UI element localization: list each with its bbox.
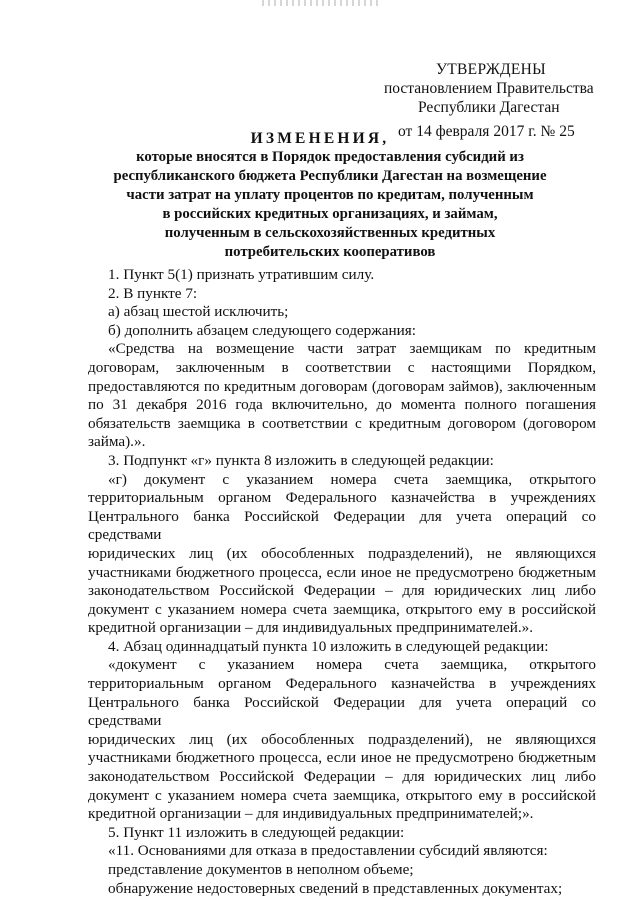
body-line: документ с указанием номера счета заемщика, открытого ему в российской	[88, 786, 596, 804]
document-title: ИЗМЕНЕНИЯ,	[250, 130, 390, 147]
document-body	[88, 266, 596, 898]
body-line: Центрального банка Российской Федерации для учета операций со средствами	[88, 693, 596, 730]
body-line: предоставляются по кредитным договорам (договорам займов), заключенным	[88, 377, 596, 395]
body-line: обнаружение недостоверных сведений в представленных документах;	[108, 879, 563, 897]
scan-artifact	[262, 0, 382, 6]
subtitle-line: в российских кредитных организациях, и займам,	[162, 206, 498, 222]
body-line: 5. Пункт 11 изложить в следующей редакции:	[108, 823, 405, 841]
body-line: «г) документ с указанием номера счета заемщика, открытого	[108, 470, 596, 488]
approval-line: Республики Дагестан	[418, 99, 560, 116]
subtitle-line: части затрат на уплату процентов по кредитам, полученным	[126, 187, 534, 203]
body-line: займа).».	[88, 433, 146, 451]
body-line: участниками бюджетного процесса, если иное не предусмотрено бюджетным	[88, 563, 596, 581]
body-line: 3. Подпункт «г» пункта 8 изложить в следующей редакции:	[108, 451, 494, 469]
body-line: юридических лиц (их обособленных подразделений), не являющихся	[88, 544, 596, 562]
body-line: «11. Основаниями для отказа в предоставлении субсидий являются:	[108, 842, 548, 860]
body-line: по 31 декабря 2016 года включительно, до момента полного погашения	[88, 396, 596, 414]
body-line: б) дополнить абзацем следующего содержания:	[108, 321, 416, 339]
body-line: «Средства на возмещение части затрат заемщикам по кредитным	[108, 340, 596, 358]
body-line: а) абзац шестой исключить;	[108, 303, 289, 321]
document-subtitle	[80, 148, 580, 262]
body-line: участниками бюджетного процесса, если иное не предусмотрено бюджетным	[88, 749, 596, 767]
body-line: законодательством Российской Федерации – для юридических лиц либо	[88, 582, 596, 600]
body-line: территориальным органом Федерального казначейства в учреждениях	[88, 489, 596, 507]
body-line: 4. Абзац одиннадцатый пункта 10 изложить в следующей редакции:	[108, 637, 549, 655]
body-line: юридических лиц (их обособленных подразделений), не являющихся	[88, 730, 596, 748]
body-line: представление документов в неполном объеме;	[108, 861, 414, 878]
body-line: кредитной организации – для индивидуальных предпринимателей;».	[88, 805, 534, 823]
body-line: 2. В пункте 7:	[108, 284, 198, 302]
subtitle-line: которые вносятся в Порядок предоставления субсидий из	[136, 149, 524, 165]
body-line: договорам, заключенным в соответствии с настоящими Порядком,	[88, 358, 596, 376]
subtitle-line: потребительских кооперативов	[224, 244, 436, 260]
body-line: Центрального банка Российской Федерации для учета операций со средствами	[88, 507, 596, 544]
approval-line: постановлением Правительства	[384, 80, 594, 97]
subtitle-line: республиканского бюджета Республики Дагестан на возмещение	[113, 168, 547, 184]
body-line: кредитной организации – для индивидуальных предпринимателей.».	[88, 619, 534, 637]
body-line: «документ с указанием номера счета заемщика, открытого	[108, 656, 596, 674]
body-line: обязательств заемщика в соответствии с кредитным договором (договором	[88, 414, 596, 432]
approval-stamp	[384, 60, 624, 141]
approval-heading: УТВЕРЖДЕНЫ	[436, 61, 546, 78]
approval-date: от 14 февраля 2017 г. № 25	[398, 123, 575, 140]
body-line: документ с указанием номера счета заемщика, открытого ему в российской	[88, 600, 596, 618]
body-line: территориальным органом Федерального казначейства в учреждениях	[88, 675, 596, 693]
body-line: законодательством Российской Федерации – для юридических лиц либо	[88, 768, 596, 786]
subtitle-line: полученным в сельскохозяйственных кредитных	[164, 225, 496, 241]
body-line: 1. Пункт 5(1) признать утратившим силу.	[108, 266, 375, 283]
